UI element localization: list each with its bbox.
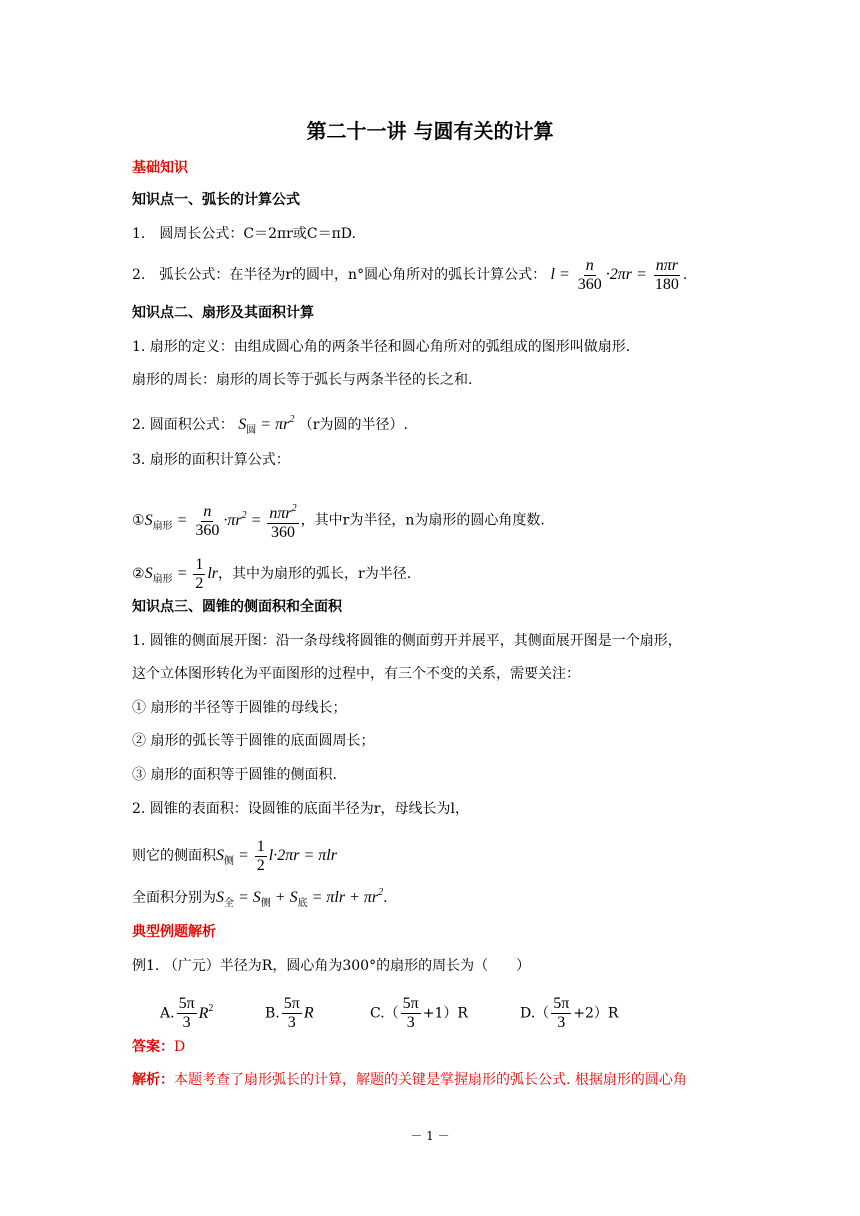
k2-line-3a: 2. 圆面积公式： — [132, 417, 234, 433]
total-area-formula: $S_全 = S_侧 + S_底 = \pi lr + \pi r^2$ — [216, 887, 384, 909]
k2-line-3 — [132, 410, 408, 441]
option-d-end: +2）R — [573, 1005, 619, 1022]
option-d: D.（ $\frac{5\pi}{3}$ +2）R — [520, 995, 619, 1031]
section-examples-heading: 典型例题解析 — [132, 924, 216, 940]
explanation-label: 解析： — [132, 1072, 174, 1088]
lateral-area-formula: $S_侧$ = $\frac{1}{2}$ l·2πr = πlr — [216, 838, 337, 874]
k3-line-1: 1. 圆锥的侧面展开图：沿一条母线将圆锥的侧面剪开并展平，其侧面展开图是一个扇形， — [132, 633, 682, 649]
option-c-end: +1）R — [422, 1005, 468, 1022]
option-b: B. $\frac{5\pi}{3}$ R — [265, 995, 314, 1031]
k3-line-8 — [132, 883, 388, 914]
arc-length-formula: l = $\frac{n}{360}$ ·2πr = $\frac{\text{nπr}}{180}$ — [550, 257, 679, 293]
k3-line-6: 2. 圆锥的表面积：设圆锥的底面半径为r，母线长为l， — [132, 801, 469, 817]
k1-line-1: 1. 圆周长公式：C＝2πr或C＝πD. — [132, 226, 356, 242]
option-a: A. $\frac{5\pi}{3}$ $R^2$ — [160, 995, 214, 1031]
k1-heading: 知识点一、弧长的计算公式 — [132, 192, 300, 208]
option-d-label: D.（ — [520, 1005, 550, 1022]
k2-line-6 — [132, 556, 411, 593]
k3-line-7-text: 则它的侧面积 — [132, 848, 216, 865]
k3-heading: 知识点三、圆锥的侧面积和全面积 — [132, 599, 342, 615]
circle-area-formula: $S_圆 = \pi r^2$ — [238, 414, 295, 436]
sector-area-formula-2: $S_{扇形}$ = $\frac{1}{2}$ lr — [144, 556, 219, 592]
k2-line-6b: ，其中为扇形的弧长，r为半径. — [218, 566, 412, 583]
k2-line-1: 1. 扇形的定义：由组成圆心角的两条半径和圆心角所对的弧组成的图形叫做扇形. — [132, 339, 631, 355]
k2-line-5 — [132, 500, 545, 542]
page-title: 第二十一讲 与圆有关的计算 — [306, 119, 554, 143]
answer-value: D — [174, 1039, 186, 1055]
option-c-label: C.（ — [370, 1005, 399, 1022]
k2-line-3b: （r为圆的半径）. — [298, 417, 408, 433]
option-b-label: B. — [265, 1005, 280, 1022]
answer-line — [132, 1037, 185, 1057]
k3-line-4: ② 扇形的弧长等于圆锥的底面圆周长； — [132, 733, 375, 749]
k3-line-7 — [132, 838, 337, 875]
sector-area-formula-1: $S_{扇形}$ = $\frac{n}{360}$ $\cdot\pi r^2$ = $\frac{n\pi r^2}{360}$ — [145, 512, 301, 529]
k2-line-5b: ，其中r为半径，n为扇形的圆心角度数. — [300, 512, 545, 529]
k2-heading: 知识点二、扇形及其面积计算 — [132, 305, 314, 321]
k2-line-6a: ② — [132, 566, 145, 583]
k1-line-2-text: 2. 弧长公式：在半径为r的圆中，n°圆心角所对的弧长计算公式： — [132, 267, 547, 284]
k2-line-5a: ① — [132, 512, 145, 529]
explanation-text: 本题考查了扇形弧长的计算，解题的关键是掌握扇形的弧长公式. 根据扇形的圆心角 — [174, 1072, 687, 1088]
example-1-question: 例1. （广元）半径为R，圆心角为300°的扇形的周长为（ ） — [132, 958, 531, 974]
k3-line-8a: 全面积分别为 — [132, 890, 216, 906]
page-number: － 1 － — [410, 1129, 450, 1143]
k3-line-5: ③ 扇形的面积等于圆锥的侧面积. — [132, 767, 337, 783]
option-a-label: A. — [160, 1005, 175, 1022]
k3-line-2: 这个立体图形转化为平面图形的过程中，有三个不变的关系，需要关注： — [132, 666, 580, 682]
explanation-line — [132, 1070, 687, 1090]
section-basic-heading: 基础知识 — [132, 160, 188, 176]
k2-line-2: 扇形的周长：扇形的周长等于弧长与两条半径的长之和. — [132, 372, 473, 388]
k1-line-2: 2. 弧长公式：在半径为r的圆中，n°圆心角所对的弧长计算公式： l = $\frac{n}{360}$ ·2πr = $\frac{\text{nπr}}{180}$ . — [132, 257, 688, 293]
k3-line-8b: . — [383, 890, 388, 906]
k3-line-3: ① 扇形的半径等于圆锥的母线长； — [132, 700, 347, 716]
option-c: C.（ $\frac{5\pi}{3}$ +1）R — [370, 995, 468, 1031]
answer-label: 答案： — [132, 1039, 174, 1055]
k2-line-4: 3. 扇形的面积计算公式： — [132, 452, 290, 468]
